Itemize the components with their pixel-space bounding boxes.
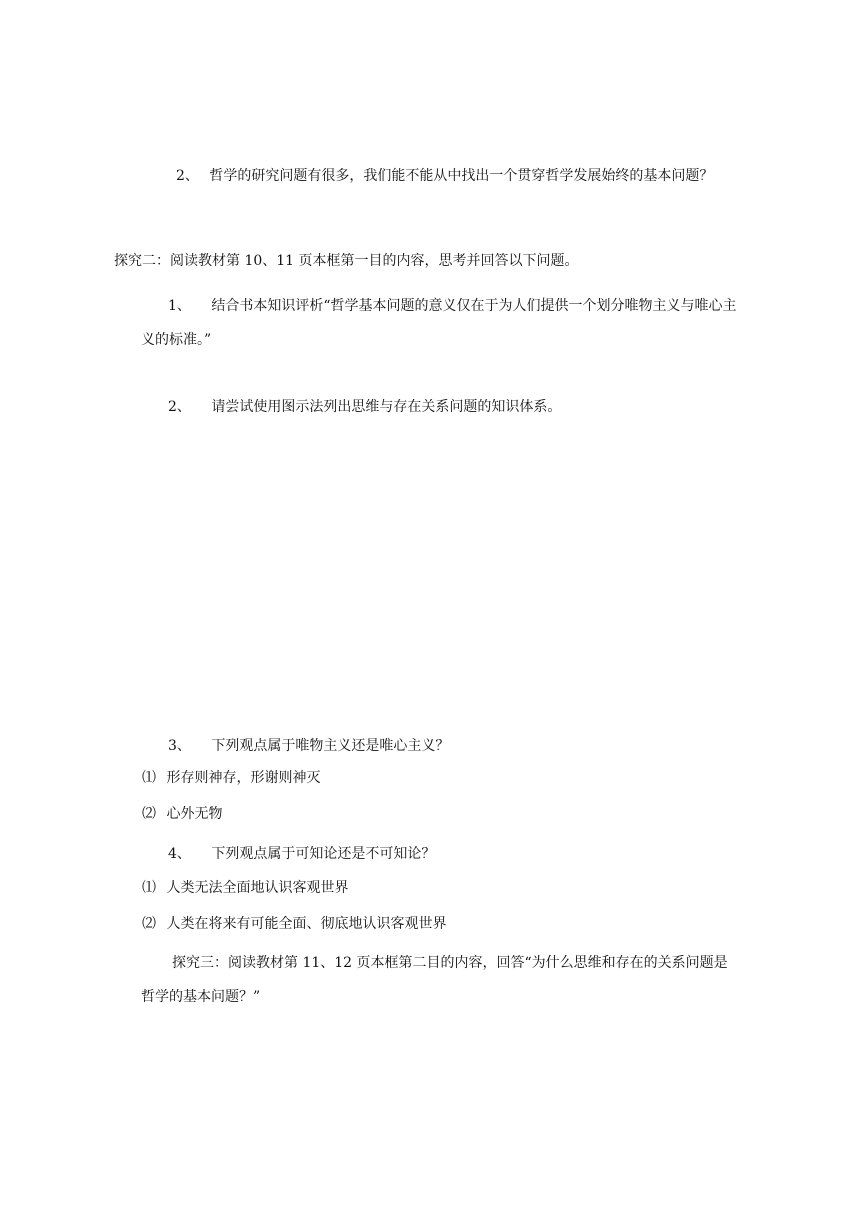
question-number: 2、: [176, 168, 199, 184]
question-number: 3、: [168, 738, 191, 754]
question-text: 哲学的研究问题有很多，我们能不能从中找出一个贯穿哲学发展始终的基本问题？: [209, 168, 714, 184]
question-text: 下列观点属于唯物主义还是唯心主义？: [211, 738, 450, 754]
item-text: 形存则神存，形谢则神灭: [166, 770, 321, 786]
list-item: [142, 768, 320, 788]
explore-3-heading-line-2: 哲学的基本问题？”: [141, 989, 261, 1005]
item-text: 人类在将来有可能全面、彻底地认识客观世界: [166, 916, 447, 932]
question-text: 下列观点属于可知论还是不可知论？: [211, 846, 436, 862]
explore-3-heading-line-1: 探究三：阅读教材第 11、12 页本框第二目的内容，回答“为什么思维和存在的关系问题是: [172, 955, 728, 971]
item-marker: ⑴: [142, 770, 156, 786]
item-text: 人类无法全面地认识客观世界: [166, 880, 349, 896]
question-number: 2、: [168, 399, 191, 415]
question-text: 请尝试使用图示法列出思维与存在关系问题的知识体系。: [211, 399, 562, 415]
item-marker: ⑴: [142, 880, 156, 896]
question-text-line-1: 结合书本知识评析“哲学基本问题的意义仅在于为人们提供一个划分唯物主义与唯心主: [211, 298, 737, 314]
item-marker: ⑵: [142, 806, 156, 822]
explore-2-question-2: [168, 397, 561, 417]
item-marker: ⑵: [142, 916, 156, 932]
explore-2-question-1-continuation: 义的标准。”: [141, 332, 212, 348]
item-text: 心外无物: [166, 806, 223, 822]
question-number: 4、: [168, 846, 191, 862]
question-number: 1、: [168, 298, 191, 314]
list-item: [142, 914, 446, 934]
explore-2-question-3: [168, 736, 449, 756]
list-item: [142, 804, 222, 824]
question-2-top: [176, 166, 713, 186]
explore-2-question-1: [168, 296, 737, 316]
explore-2-question-4: [168, 844, 435, 864]
explore-2-heading: 探究二：阅读教材第 10、11 页本框第一目的内容，思考并回答以下问题。: [114, 253, 579, 269]
list-item: [142, 878, 348, 898]
